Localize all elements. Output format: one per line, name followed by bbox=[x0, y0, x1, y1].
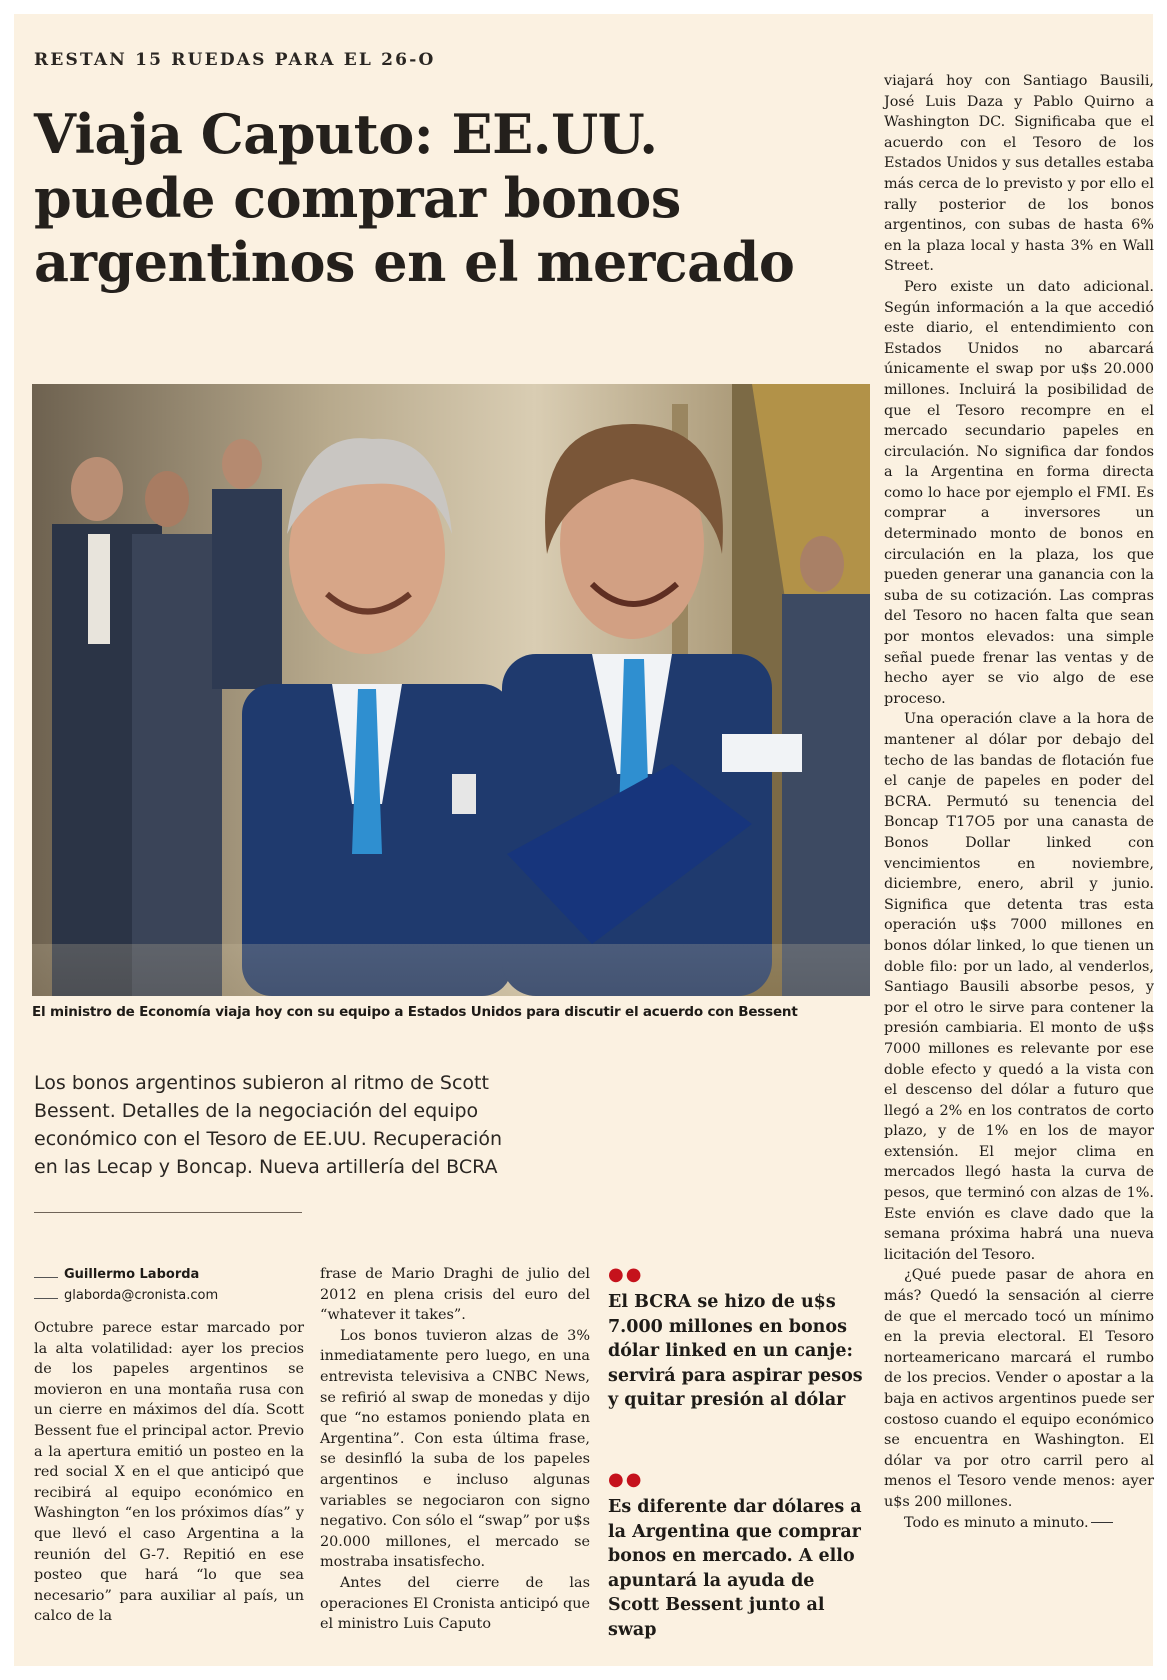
paragraph: ¿Qué puede pasar de ahora en más? Quedó la sensación al cierre de que el mercado tocó un mínimo en la previa electoral. El Tesoro norteamericano marcará el rumbo de los precios. Vender o apostar a la baja en activos argentinos puede ser costoso cuando el equipo económico se encuentra en Washington. El dólar va por otro carril pero al menos el Tesoro vende menos: ayer u$s 200 millones. bbox=[884, 1267, 1154, 1510]
article-photo bbox=[32, 384, 870, 996]
closing-line: Todo es minuto a minuto. bbox=[904, 1514, 1089, 1531]
byline-dash bbox=[34, 1298, 58, 1299]
paragraph: Pero existe un dato adicional. Según información a la que accedió este diario, el entendimiento con Estados Unidos no abarcará únicamente el swap por u$s 20.000 millones. Incluirá la posibilidad de que el Tesoro recompre en el mercado secundario papeles en circulación. No significa dar fondos a la Argentina en forma directa como lo hace por ejemplo el FMI. Es comprar a inversores un determinado monto de bonos en circulación en la plaza, los que pueden generar una ganancia con la suba de su cotización. Las compras del Tesoro no hacen falta que sean por montos elevados: una simple señal puede frenar las ventas y de hecho ayer se vio algo de ese proceso. bbox=[884, 278, 1154, 707]
pullquote-text: El BCRA se hizo de u$s 7.000 millones en bonos dólar linked en un canje: servirá para aspirar pesos y quitar presión al dólar bbox=[608, 1292, 863, 1411]
photo-caption: El ministro de Economía viaja hoy con su equipo a Estados Unidos para discutir el acuerdo con Bessent bbox=[32, 1004, 798, 1020]
pullquote-1 bbox=[608, 1266, 870, 1413]
headline-line: argentinos en el mercado bbox=[34, 230, 795, 294]
article-column-2 bbox=[320, 1264, 590, 1635]
pullquote-dots: ●● bbox=[608, 1469, 644, 1490]
article-column-4 bbox=[884, 71, 1154, 1533]
headline-line: Viaja Caputo: EE.UU. bbox=[34, 102, 658, 166]
newspaper-page bbox=[14, 14, 1153, 1666]
end-mark bbox=[1091, 1522, 1113, 1523]
pullquote-dots: ●● bbox=[608, 1264, 644, 1285]
paragraph-end bbox=[884, 1513, 1154, 1534]
paragraph: Una operación clave a la hora de mantener al dólar por debajo del techo de las bandas de flotación fue el canje de papeles en poder del BCRA. Permutó su tenencia del Boncap T17O5 por una canasta de Bonos Dollar linked con vencimientos en noviembre, diciembre, enero, abril y junio. Significa que detenta tras esta operación u$s 7000 millones en bonos dólar linked, lo que tienen un doble filo: por un lado, al venderlos, Santiago Bausili absorbe pesos, y por el otro le sirve para contener la presión cambiaria. El monto de u$s 7000 millones es relevante por ese doble efecto y quedó a la vista con el descenso del dólar a futuro que llegó a 2% en los contratos de corto plazo, y de 1% en los de mayor extensión. El mejor clima en mercados llegó hasta la curva de pesos, que terminó con alzas de 1%. Este envión es clave dado que la semana próxima habrá una nueva licitación del Tesoro. bbox=[884, 711, 1154, 1263]
author-name: Guillermo Laborda bbox=[64, 1267, 200, 1282]
article-headline bbox=[34, 102, 854, 294]
paragraph: frase de Mario Draghi de julio del 2012 en plena crisis del euro del “whatever it takes”. bbox=[320, 1266, 590, 1324]
article-column-1 bbox=[34, 1318, 304, 1627]
paragraph: Octubre parece estar marcado por la alta volatilidad: ayer los precios de los papeles argentinos se movieron en una montaña rusa con un cierre en máximos del día. Scott Bessent fue el principal actor. Previo a la apertura emitió un posteo en la red social X en el que anticipó que recibirá al equipo económico en Washington “en los próximos días” y que llevó el caso Argentina a la reunión del G-7. Repitió en ese posteo que hará “lo que sea necesario” para auxiliar al país, un calco de la bbox=[34, 1320, 304, 1625]
pullquote-2 bbox=[608, 1471, 870, 1643]
article-summary: Los bonos argentinos subieron al ritmo de Scott Bessent. Detalles de la negociación del equipo económico con el Tesoro de EE.UU. Recuperación en las Lecap y Boncap. Nueva artillería del BCRA bbox=[34, 1072, 502, 1178]
paragraph: Los bonos tuvieron alzas de 3% inmediatamente pero luego, en una entrevista televisiva a CNBC News, se refirió al swap de monedas y dijo que “no estamos poniendo plata en Argentina”. Con esta última frase, se desinfló la suba de los papeles argentinos e incluso algunas variables se negociaron con signo negativo. Con sólo el “swap” por u$s 20.000 millones, el mercado se mostraba insatisfecho. bbox=[320, 1327, 590, 1571]
author-email[interactable]: glaborda@cronista.com bbox=[64, 1288, 219, 1303]
byline bbox=[34, 1264, 218, 1306]
byline-dash bbox=[34, 1277, 58, 1278]
divider-rule bbox=[34, 1212, 302, 1213]
pullquote-text: Es diferente dar dólares a la Argentina que comprar bonos en mercado. A ello apuntará la ayuda de Scott Bessent junto al swap bbox=[608, 1497, 862, 1640]
photo-illustration bbox=[32, 384, 870, 996]
paragraph: Antes del cierre de las operaciones El Cronista anticipó que el ministro Luis Caputo bbox=[320, 1574, 590, 1633]
paragraph: viajará hoy con Santiago Bausili, José Luis Daza y Pablo Quirno a Washington DC. Significaba que el acuerdo con el Tesoro de los Estados Unidos y sus detalles estaba más cerca de lo previsto y por ello el rally posterior de los bonos argentinos, con subas de hasta 6% en la plaza local y hasta 3% en Wall Street. bbox=[884, 73, 1154, 275]
headline-line: puede comprar bonos bbox=[34, 166, 681, 230]
article-kicker: RESTAN 15 RUEDAS PARA EL 26-O bbox=[34, 50, 436, 70]
